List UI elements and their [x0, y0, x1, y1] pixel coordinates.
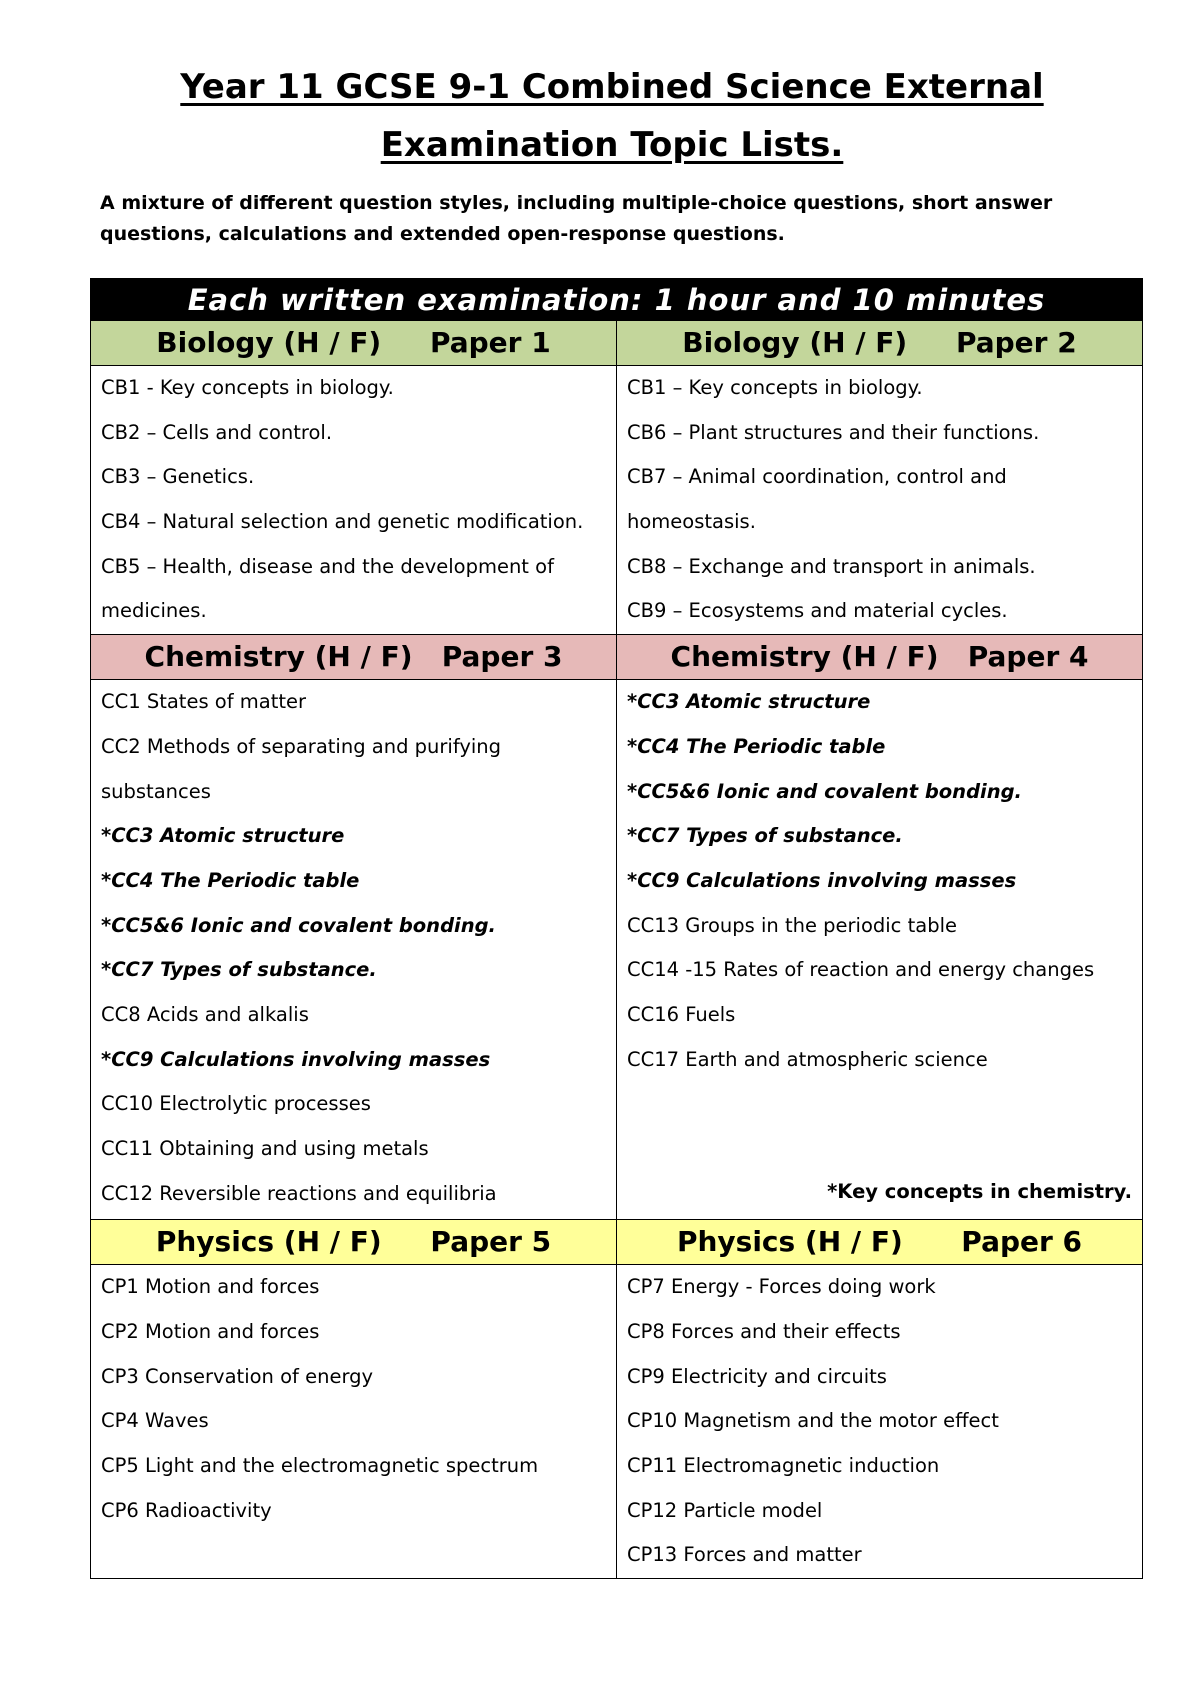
list-item: CP5 Light and the electromagnetic spectrum: [101, 1453, 539, 1477]
list-item: CC1 States of matter: [101, 690, 307, 714]
chemistry-paper4-list: [617, 680, 1143, 1220]
list-item: CB1 – Key concepts in biology.: [627, 376, 923, 399]
biology-paper2-list: [617, 366, 1143, 635]
biology-paper1-header: Biology (H / F) Paper 1: [91, 321, 617, 366]
list-item: CP9 Electricity and circuits: [627, 1364, 887, 1388]
list-item: medicines.: [101, 599, 207, 623]
list-item: *CC9 Calculations involving masses: [627, 868, 1017, 892]
biology-paper1-list: [91, 366, 617, 635]
list-item: CB8 – Exchange and transport in animals.: [627, 554, 1036, 578]
list-item: CC13 Groups in the periodic table: [627, 913, 957, 937]
list-item: *CC7 Types of substance.: [101, 958, 377, 982]
list-item: CC14 -15 Rates of reaction and energy changes: [627, 958, 1095, 982]
list-item: CB3 – Genetics.: [101, 465, 255, 489]
list-item: *CC5&6 Ionic and covalent bonding.: [627, 779, 1022, 803]
list-item: CP7 Energy - Forces doing work: [627, 1275, 936, 1299]
list-item: substances: [101, 779, 211, 803]
list-item: *CC5&6 Ionic and covalent bonding.: [101, 913, 496, 937]
list-item: CP11 Electromagnetic induction: [627, 1453, 940, 1477]
page-title: [0, 58, 1200, 174]
list-item: CB1 - Key concepts in biology.: [101, 376, 394, 399]
list-item: CC10 Electrolytic processes: [101, 1092, 371, 1116]
list-item: CP6 Radioactivity: [101, 1498, 272, 1522]
title-line-1: Year 11 GCSE 9-1 Combined Science External: [180, 67, 1044, 107]
topic-table: [90, 278, 1143, 1579]
list-item: CB5 – Health, disease and the development of: [101, 554, 554, 578]
list-item: *CC4 The Periodic table: [101, 868, 360, 892]
list-item: CB7 – Animal coordination, control and: [627, 465, 1007, 489]
chemistry-paper3-header: Chemistry (H / F) Paper 3: [91, 635, 617, 680]
intro-paragraph: A mixture of different question styles, including multiple-choice questions, short answer questions, calculations and extended open-response questions.: [100, 192, 1053, 245]
exam-duration-banner: Each written examination: 1 hour and 10 minutes: [91, 279, 1143, 321]
list-item: homeostasis.: [627, 510, 756, 534]
list-item: CC16 Fuels: [627, 1002, 736, 1026]
list-item: CP12 Particle model: [627, 1498, 823, 1522]
list-item: *CC9 Calculations involving masses: [101, 1047, 491, 1071]
chemistry-paper3-list: [91, 680, 617, 1220]
physics-paper5-list: [91, 1265, 617, 1579]
list-item: CB4 – Natural selection and genetic modification.: [101, 510, 584, 534]
list-item: CP4 Waves: [101, 1409, 209, 1433]
list-item: CB9 – Ecosystems and material cycles.: [627, 599, 1008, 623]
list-item: *CC7 Types of substance.: [627, 824, 903, 848]
key-concepts-footnote: *Key concepts in chemistry.: [827, 1180, 1132, 1204]
list-item: CP3 Conservation of energy: [101, 1364, 374, 1388]
physics-paper5-header: Physics (H / F) Paper 5: [91, 1220, 617, 1265]
list-item: *CC3 Atomic structure: [101, 824, 345, 848]
list-item: CB2 – Cells and control.: [101, 420, 333, 444]
list-item: *CC3 Atomic structure: [627, 690, 871, 714]
physics-paper6-list: [617, 1265, 1143, 1579]
list-item: CP2 Motion and forces: [101, 1319, 320, 1343]
biology-paper2-header: Biology (H / F) Paper 2: [617, 321, 1143, 366]
list-item: CC12 Reversible reactions and equilibria: [101, 1181, 497, 1205]
list-item: CP1 Motion and forces: [101, 1275, 320, 1299]
list-item: *CC4 The Periodic table: [627, 734, 886, 758]
physics-paper6-header: Physics (H / F) Paper 6: [617, 1220, 1143, 1265]
list-item: CC11 Obtaining and using metals: [101, 1137, 429, 1160]
list-item: CC8 Acids and alkalis: [101, 1002, 309, 1026]
list-item: CP13 Forces and matter: [627, 1543, 862, 1567]
list-item: CC2 Methods of separating and purifying: [101, 734, 502, 758]
list-item: CB6 – Plant structures and their functions.: [627, 420, 1040, 444]
list-item: CC17 Earth and atmospheric science: [627, 1047, 988, 1071]
title-line-2: Examination Topic Lists.: [380, 125, 844, 165]
chemistry-paper4-header: Chemistry (H / F) Paper 4: [617, 635, 1143, 680]
list-item: CP8 Forces and their effects: [627, 1319, 901, 1343]
list-item: CP10 Magnetism and the motor effect: [627, 1409, 999, 1433]
